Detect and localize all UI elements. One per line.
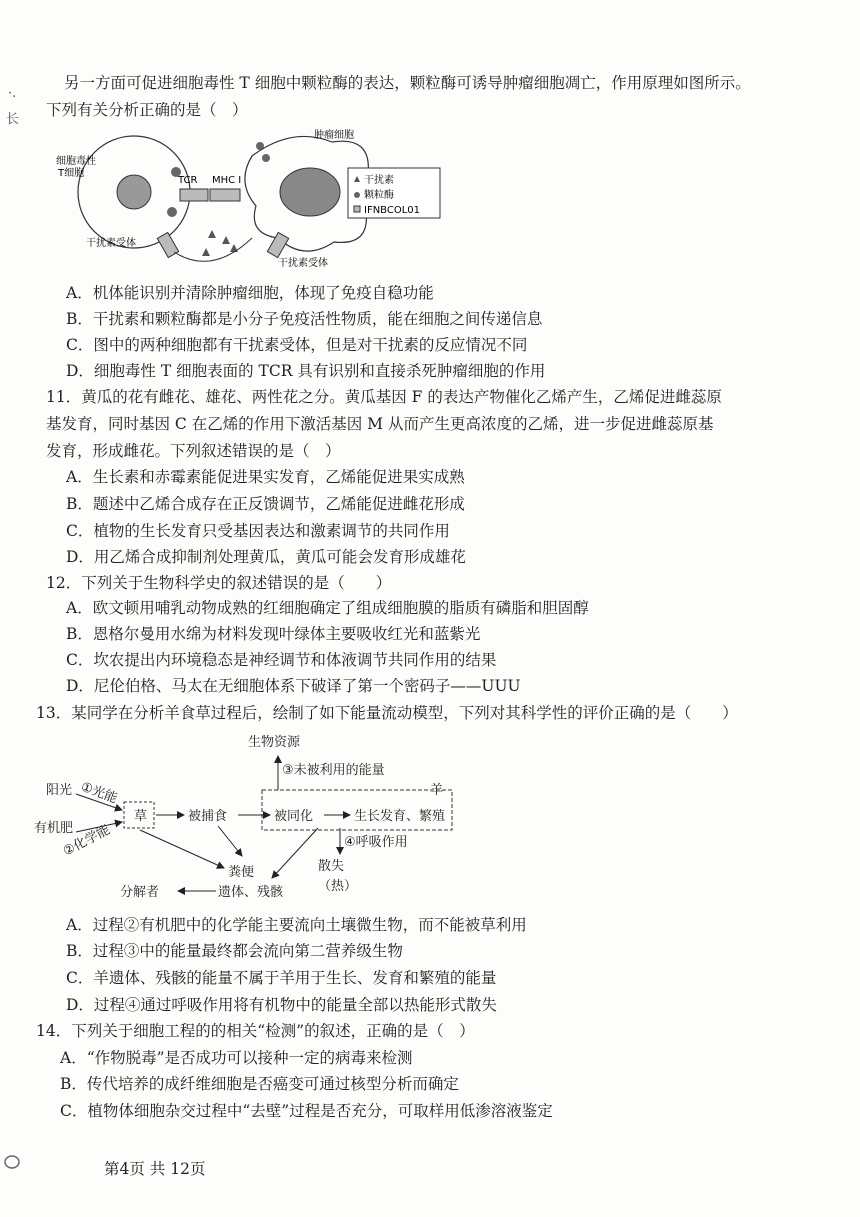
q13-option-b: B．过程③中的能量最终都会流向第二营养级生物 <box>66 942 403 960</box>
arrow-eaten-feces <box>218 826 242 856</box>
q10-option-c: C．图中的两种细胞都有干扰素受体，但是对干扰素的反应情况不同 <box>66 336 528 354</box>
q10-intro-line-2: 下列有关分析正确的是（ ） <box>46 101 248 119</box>
assimilated-label: 被同化 <box>274 809 314 824</box>
q11-option-a: A．生长素和赤霉素能促进果实发育，乙烯能促进果实成熟 <box>66 468 465 486</box>
tcr-label: TCR <box>178 175 198 186</box>
q13-option-a: A．过程②有机肥中的化学能主要流向土壤微生物，而不能被草利用 <box>66 916 527 934</box>
q10-option-b: B．干扰素和颗粒酶都是小分子免疫活性物质，能在细胞之间传递信息 <box>66 310 543 328</box>
light-energy-label: ①光能 <box>78 779 120 807</box>
chemical-energy-label: ②化学能 <box>60 822 113 860</box>
mhc-molecule <box>210 189 240 201</box>
receptor-label-right: 干扰素受体 <box>278 258 328 269</box>
organic-fertilizer-label: 有机肥 <box>34 821 74 836</box>
energy-flow-diagram <box>28 728 488 908</box>
interferon-arrow <box>174 238 252 261</box>
heat-label: （热） <box>318 879 358 894</box>
t-cell-label-1: 细胞毒性 <box>56 156 96 167</box>
q14-option-c: C．植物体细胞杂交过程中“去壁”过程是否充分，可取样用低渗溶液鉴定 <box>60 1102 553 1120</box>
unused-energy-label: ③未被利用的能量 <box>282 763 385 778</box>
dissipated-label: 散失 <box>318 859 345 874</box>
interferon-receptor <box>157 232 178 257</box>
respiration-label: ④呼吸作用 <box>344 835 408 850</box>
q10-option-a: A．机体能识别并清除肿瘤细胞，体现了免疫自稳功能 <box>66 284 434 302</box>
page-footer: 第4页 共 12页 <box>104 1160 206 1178</box>
q10-intro-line-1: 另一方面可促进细胞毒性 T 细胞中颗粒酶的表达，颗粒酶可诱导肿瘤细胞凋亡，作用原理如图所示。 <box>64 74 751 92</box>
tumor-nucleus <box>280 168 340 216</box>
q11-stem-line-3: 发育，形成雌花。下列叙述错误的是（ ） <box>46 442 341 460</box>
interferon-triangles <box>202 230 238 256</box>
q11-option-b: B．题述中乙烯合成存在正反馈调节，乙烯能促进雌花形成 <box>66 495 465 513</box>
legend-ifn-icon <box>354 206 360 212</box>
sheep-label: 羊 <box>430 783 444 798</box>
q14-option-b: B．传代培养的成纤维细胞是否癌变可通过核型分析而确定 <box>60 1075 459 1093</box>
q14-stem: 14．下列关于细胞工程的的相关“检测”的叙述，正确的是（ ） <box>36 1022 475 1040</box>
granzyme-dot <box>262 154 270 162</box>
q14-option-a: A．“作物脱毒”是否成功可以接种一定的病毒来检测 <box>60 1049 413 1067</box>
tumor-cell-label: 肿瘤细胞 <box>314 130 354 141</box>
feces-label: 粪便 <box>228 865 255 880</box>
eaten-label: 被捕食 <box>188 809 228 824</box>
granzyme-dot <box>167 207 177 217</box>
arrow-assimilated-remains <box>272 828 318 878</box>
margin-mark: 长 <box>6 112 20 127</box>
q12-stem: 12．下列关于生物科学史的叙述错误的是（ ） <box>46 574 392 592</box>
mhc-label: MHC I <box>212 175 242 186</box>
legend-granzyme-icon <box>354 192 360 198</box>
q12-option-b: B．恩格尔曼用水绵为材料发现叶绿体主要吸收红光和蓝紫光 <box>66 625 481 643</box>
bio-resource-label: 生物资源 <box>248 735 301 750</box>
growth-label: 生长发育、繁殖 <box>354 809 446 824</box>
legend-interferon: 干扰素 <box>364 175 394 186</box>
q11-stem-line-2: 基发育，同时基因 C 在乙烯的作用下激活基因 M 从而产生更高浓度的乙烯，进一步促进雌蕊原基 <box>46 415 714 433</box>
q11-option-c: C．植物的生长发育只受基因表达和激素调节的共同作用 <box>66 522 450 540</box>
decomposer-label: 分解者 <box>120 885 160 900</box>
q13-stem: 13．某同学在分析羊食草过程后，绘制了如下能量流动模型，下列对其科学性的评价正确的是（ ） <box>36 704 738 722</box>
q13-option-d: D．过程④通过呼吸作用将有机物中的能量全部以热能形式散失 <box>66 996 497 1014</box>
receptor-label-left: 干扰素受体 <box>86 238 136 249</box>
tcr-receptor <box>180 189 208 201</box>
remains-label: 遗体、残骸 <box>218 885 284 900</box>
q12-option-c: C．坎农提出内环境稳态是神经调节和体液调节共同作用的结果 <box>66 651 497 669</box>
ring-mark <box>2 1152 22 1172</box>
sunlight-label: 阳光 <box>46 783 73 798</box>
legend-ifn: IFNBCOL01 <box>364 205 421 216</box>
q12-option-d: D．尼伦伯格、马太在无细胞体系下破译了第一个密码子——UUU <box>66 677 521 695</box>
q12-option-a: A．欧文顿用哺乳动物成熟的红细胞确定了组成细胞膜的脂质有磷脂和胆固醇 <box>66 599 589 617</box>
margin-mark: ·. <box>8 86 17 101</box>
q11-stem-line-1: 11．黄瓜的花有雌花、雄花、两性花之分。黄瓜基因 F 的表达产物催化乙烯产生，乙烯促进雌蕊原 <box>46 388 722 406</box>
grass-label: 草 <box>134 809 148 824</box>
arrow-grass-remains <box>140 830 224 868</box>
q13-option-c: C．羊遗体、残骸的能量不属于羊用于生长、发育和繁殖的能量 <box>66 969 497 987</box>
t-cell-label-2: T细胞 <box>58 168 85 179</box>
immune-diagram <box>52 126 472 276</box>
q10-option-d: D．细胞毒性 T 细胞表面的 TCR 具有识别和直接杀死肿瘤细胞的作用 <box>66 362 546 380</box>
legend-granzyme: 颗粒酶 <box>364 190 394 201</box>
t-cell-nucleus <box>117 175 151 209</box>
q11-option-d: D．用乙烯合成抑制剂处理黄瓜，黄瓜可能会发育形成雄花 <box>66 548 466 566</box>
